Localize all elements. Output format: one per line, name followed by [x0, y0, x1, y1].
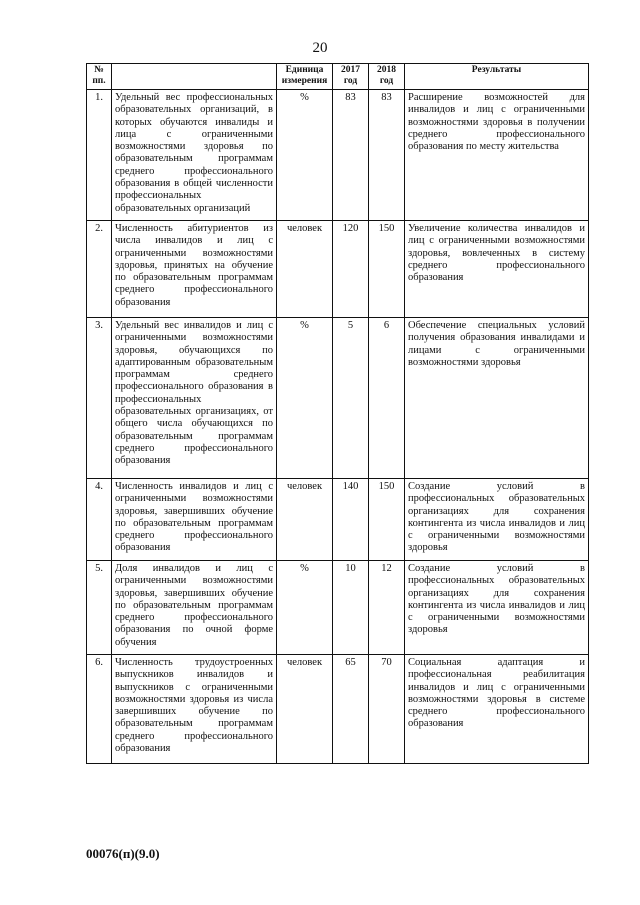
table-row	[87, 90, 589, 221]
value-2017-cell: 83	[333, 90, 369, 221]
result-cell: Расширение возможностей для инвалидов и лиц с ограниченными возможностями здоровья в получении среднего профессионального образования по месту жительства	[405, 90, 589, 221]
result-cell: Создание условий в профессиональных образовательных организациях для сохранения контингента из числа инвалидов и лиц с ограниченными возможностями здоровья	[405, 561, 589, 655]
indicator-cell: Численность трудоустроенных выпускников инвалидов и выпускников с ограниченными возможностями здоровья из числа завершивших обучение по образовательным программам среднего профессионального образования	[112, 655, 277, 764]
table-row	[87, 655, 589, 764]
row-number: 6.	[87, 655, 112, 764]
row-number: 5.	[87, 561, 112, 655]
row-number: 1.	[87, 90, 112, 221]
table-header-row	[87, 64, 589, 90]
header-unit: Единица измерения	[277, 64, 333, 90]
value-2018-cell: 83	[369, 90, 405, 221]
result-cell: Обеспечение специальных условий получения образования инвалидами и лицами с ограниченными возможностями здоровья	[405, 318, 589, 479]
value-2018-cell: 150	[369, 221, 405, 318]
indicator-cell: Доля инвалидов и лиц с ограниченными возможностями здоровья, завершивших обучение по образовательным программам среднего профессионального образования по очной форме обучения	[112, 561, 277, 655]
indicator-cell: Удельный вес инвалидов и лиц с ограниченными возможностями здоровья, обучающихся по адаптированным образовательным программам среднего профессионального образования в профессиональных образовательных организациях, от общего числа обучающихся по образовательным программам среднего профессионального образования	[112, 318, 277, 479]
table-row	[87, 318, 589, 479]
value-2017-cell: 140	[333, 479, 369, 561]
header-indicator	[112, 64, 277, 90]
row-number: 2.	[87, 221, 112, 318]
indicator-cell: Численность абитуриентов из числа инвалидов и лиц с ограниченными возможностями здоровья, принятых на обучение по образовательным программам среднего профессионального образования	[112, 221, 277, 318]
value-2017-cell: 5	[333, 318, 369, 479]
table-row	[87, 561, 589, 655]
value-2018-cell: 150	[369, 479, 405, 561]
unit-cell: человек	[277, 479, 333, 561]
header-2017: 2017 год	[333, 64, 369, 90]
header-2018: 2018 год	[369, 64, 405, 90]
page-number: 20	[312, 40, 328, 56]
indicator-cell: Численность инвалидов и лиц с ограниченными возможностями здоровья, завершивших обучение по образовательным программам среднего профессионального образования	[112, 479, 277, 561]
indicators-table	[86, 63, 589, 764]
indicator-cell: Удельный вес профессиональных образовательных организаций, в которых обучаются инвалиды и лица с ограниченными возможностями здоровья по образовательным программам среднего профессионального образования в общей численности профессиональных образовательных организаций	[112, 90, 277, 221]
unit-cell: человек	[277, 221, 333, 318]
value-2018-cell: 6	[369, 318, 405, 479]
value-2017-cell: 65	[333, 655, 369, 764]
header-num: № пп.	[87, 64, 112, 90]
unit-cell: человек	[277, 655, 333, 764]
value-2018-cell: 12	[369, 561, 405, 655]
value-2017-cell: 10	[333, 561, 369, 655]
header-results: Результаты	[405, 64, 589, 90]
table-row	[87, 221, 589, 318]
unit-cell: %	[277, 561, 333, 655]
row-number: 4.	[87, 479, 112, 561]
result-cell: Создание условий в профессиональных образовательных организациях для сохранения контингента из числа инвалидов и лиц с ограниченными возможностями здоровья	[405, 479, 589, 561]
unit-cell: %	[277, 90, 333, 221]
result-cell: Увеличение количества инвалидов и лиц с ограниченными возможностями здоровья, вовлеченных в систему среднего профессионального образования	[405, 221, 589, 318]
result-cell: Социальная адаптация и профессиональная реабилитация инвалидов и лиц с ограниченными возможностями здоровья в системе среднего профессионального образования	[405, 655, 589, 764]
document-code: 00076(п)(9.0)	[86, 846, 160, 861]
value-2018-cell: 70	[369, 655, 405, 764]
value-2017-cell: 120	[333, 221, 369, 318]
table-row	[87, 479, 589, 561]
unit-cell: %	[277, 318, 333, 479]
row-number: 3.	[87, 318, 112, 479]
